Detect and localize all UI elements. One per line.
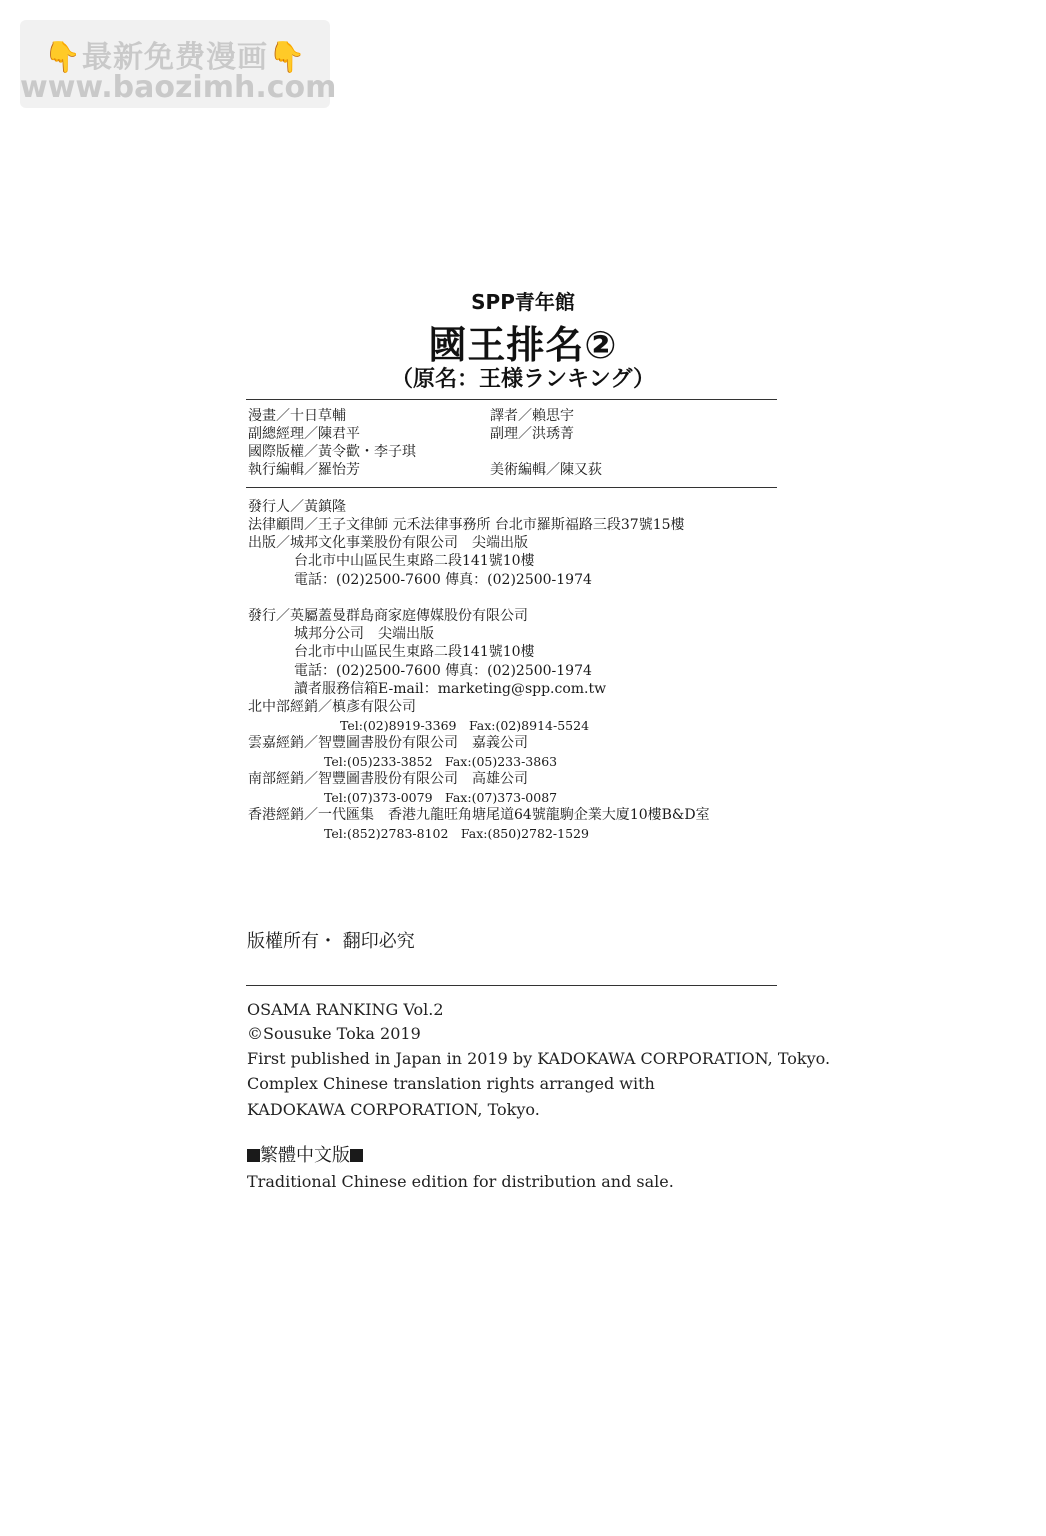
reader-email: 讀者服務信箱E-mail：marketing@spp.com.tw [294, 681, 607, 697]
copyright-notice: 版權所有・ 翻印必究 [247, 931, 415, 952]
publisher-phone: 電話：(02)2500-7600 傳真：(02)2500-1974 [294, 572, 592, 588]
distributor-chiayi: 雲嘉經銷／智豐圖書股份有限公司 嘉義公司 [248, 735, 528, 751]
square-bullet-icon [247, 1149, 260, 1162]
staff-credit: 執行編輯／羅怡芳 [248, 462, 360, 478]
distributor-hk: 香港經銷／一代匯集 香港九龍旺角塘尾道64號龍駒企業大廈10樓B&D室 [248, 807, 710, 823]
publisher-line: 出版／城邦文化事業股份有限公司 尖端出版 [248, 535, 528, 551]
divider-rule [246, 487, 777, 488]
pointing-down-icon: 👇 [268, 40, 307, 75]
watermark-url: www.baozimh.com [20, 70, 337, 105]
staff-credit: 漫畫／十日草輔 [248, 408, 346, 424]
distribution-line: 電話：(02)2500-7600 傳真：(02)2500-1974 [294, 663, 592, 679]
distributor-north-tel: Tel:(02)8919-3369 Fax:(02)8914-5524 [340, 718, 590, 733]
distributor-south-tel: Tel:(07)373-0079 Fax:(07)373-0087 [324, 790, 558, 805]
english-credit: KADOKAWA CORPORATION, Tokyo. [247, 1100, 540, 1119]
edition-label: 繁體中文版 [247, 1141, 363, 1167]
pointing-down-icon: 👇 [43, 40, 82, 75]
publisher-line: 法律顧問／王子文律師 元禾法律事務所 台北市羅斯福路三段37號15樓 [248, 517, 685, 533]
distribution-line: 台北市中山區民生東路二段141號10樓 [294, 644, 535, 660]
staff-credit: 副理／洪琇菁 [490, 426, 574, 442]
staff-credit: 譯者／賴思宇 [490, 408, 574, 424]
publisher-line: 發行人／黃鎮隆 [248, 499, 346, 515]
distributor-south: 南部經銷／智豐圖書股份有限公司 高雄公司 [248, 771, 528, 787]
distribution-line: 發行／英屬蓋曼群島商家庭傳媒股份有限公司 [248, 608, 528, 624]
staff-credit: 美術編輯／陳又荻 [490, 462, 602, 478]
english-credit: OSAMA RANKING Vol.2 [247, 1000, 444, 1019]
staff-credit: 國際版權／黃令歡・李子琪 [248, 444, 416, 460]
original-title: （原名：王様ランキング） [390, 367, 655, 392]
divider-rule [246, 985, 777, 986]
english-credit: First published in Japan in 2019 by KADOKAWA CORPORATION, Tokyo. [247, 1049, 831, 1068]
book-title: 國王排名② [428, 323, 618, 367]
distribution-line: 城邦分公司 尖端出版 [294, 626, 434, 642]
square-bullet-icon [350, 1149, 363, 1162]
staff-credit: 副總經理／陳君平 [248, 426, 360, 442]
watermark-badge [20, 20, 337, 108]
distributor-hk-tel: Tel:(852)2783-8102 Fax:(850)2782-1529 [324, 826, 589, 841]
edition-note: Traditional Chinese edition for distribution and sale. [247, 1172, 674, 1191]
distributor-chiayi-tel: Tel:(05)233-3852 Fax:(05)233-3863 [324, 754, 558, 769]
distributor-north: 北中部經銷／槙彥有限公司 [248, 699, 416, 715]
imprint-label: SPP青年館 [471, 290, 575, 314]
publisher-address: 台北市中山區民生東路二段141號10樓 [294, 553, 535, 569]
divider-rule [246, 399, 777, 400]
english-credit: ©Sousuke Toka 2019 [247, 1024, 421, 1043]
english-credit: Complex Chinese translation rights arranged with [247, 1074, 655, 1093]
watermark-text: 👇最新免费漫画👇 [43, 40, 307, 75]
